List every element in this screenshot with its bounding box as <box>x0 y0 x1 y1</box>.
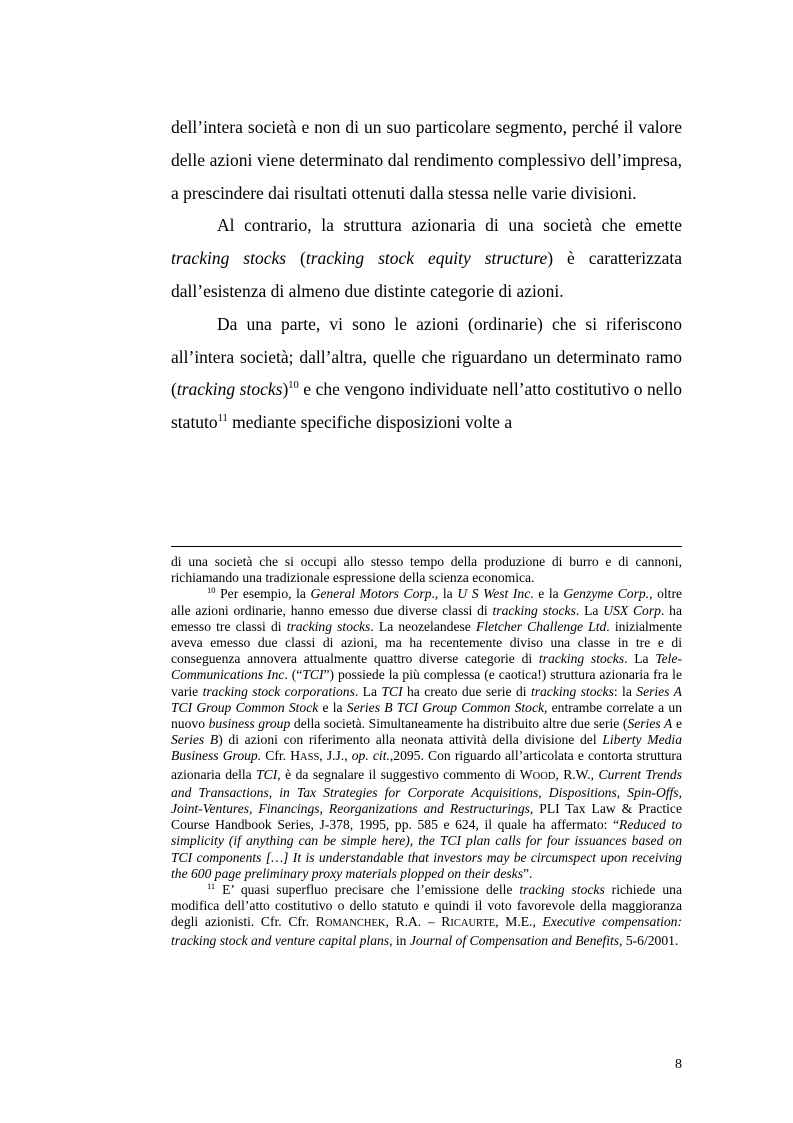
paragraph-2: Al contrario, la struttura azionaria di una società che emette tracking stocks (tracking stock equity structure) è caratterizzata dall’esistenza di almeno due distinte categorie di azioni. <box>171 215 683 301</box>
page-number: 8 <box>675 1057 682 1072</box>
body-text <box>171 111 682 439</box>
footnote-ref-11: 11 <box>217 413 228 425</box>
paragraph-1: dell’intera società e non di un suo particolare segmento, perché il valore delle azioni viene determinato dal rendimento complessivo dell’impresa, a prescindere dai risultati ottenuti dalla stessa nelle varie divisioni. <box>171 117 682 203</box>
paragraph-3: Da una parte, vi sono le azioni (ordinarie) che si riferiscono all’intera società; dall’altra, quelle che riguardano un determinato ramo (tracking stocks)$^{10}$ e che vengono individuate nell’atto costitutivo o nello statuto$^{11}$ mediante specifiche disposizioni volte a <box>171 313 682 433</box>
footnote-10: $^{10}$ Per esempio, la General Motors Corp., la U S West Inc. e la Genzyme Corp., oltre alle azioni ordinarie, hanno emesso due diverse classi di tracking stocks. La USX Corp. ha emesso tre classi di tracking stocks. La neozelandese Fletcher Challenge Ltd. inizialmente aveva emesso due classi di azioni, ma ha recentemente diviso una classe in tre e di conseguenza annovera attualmente quattro diverse categorie di tracking stocks. La Tele-Communications Inc. (“TCI”) possiede la più complessa (e caotica!) struttura azionaria fra le varie tracking stock corporations. La TCI ha creato due serie di tracking stocks: la Series A TCI Group Common Stock e la Series B TCI Group Common Stock, entrambe correlate a un nuovo business group della società. Simultaneamente ha distribuito altre due serie (Series A e Series B) di azioni con riferimento alla neonata attività della divisione del Liberty Media Business Group. Cfr. HASS, J.J., op. cit.,2095. Con riguardo all’articolata e contorta struttura azionaria della TCI, è da segnalare il suggestivo commento di WOOD, R.W., Current Trends and Transactions, in Tax Strategies for Corporate Acquisitions, Dispositions, Spin-Offs, Joint-Ventures, Financings, Reorganizations and Restructurings, PLI Tax Law & Practice Course Handbook Series, J-378, 1995, pp. 585 e 624, il quale ha affermato: “Reduced to simplicity (if anything can be simple here), the TCI plan calls for four issuances based on TCI components […] It is understandable that investors may be circumspect upon receiving the 600 page preliminary proxy materials plopped on their desks”. <box>171 585 683 881</box>
footnote-ref-10: 10 <box>288 380 299 392</box>
footnote-number: 11 <box>207 881 216 892</box>
footnotes <box>171 554 682 949</box>
footnote-11: $^{11}$ E’ quasi superfluo precisare che l’emissione delle tracking stocks richiede una modifica dell’atto costitutivo o dello statuto e quindi il voto favorevole della maggioranza degli azionisti. Cfr. Cfr. ROMANCHEK, R.A. – RICAURTE, M.E., Executive compensation: tracking stock and venture capital plans, in Journal of Compensation and Benefits, 5-6/2001. <box>171 881 682 948</box>
footnote-separator <box>171 546 682 547</box>
footnote-continuation: di una società che si occupi allo stesso tempo della produzione di burro e di cannoni, richiamando una tradizionale espressione della scienza economica. <box>171 554 682 586</box>
footnote-number: 10 <box>207 585 216 596</box>
